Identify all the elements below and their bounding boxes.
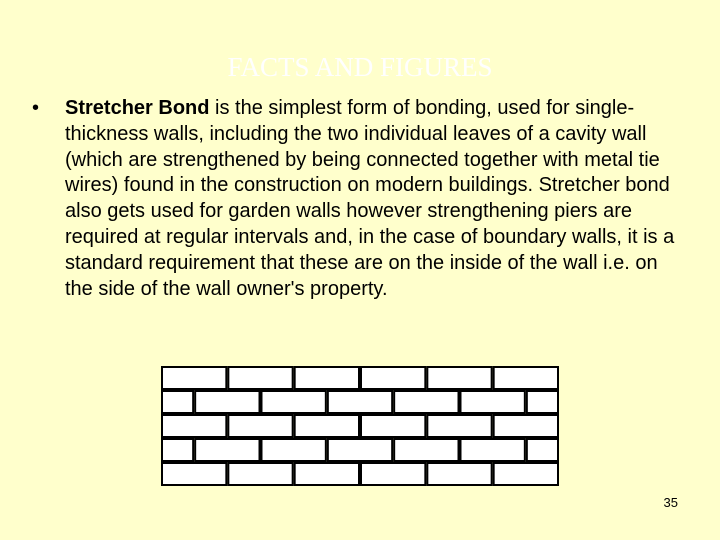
slide-title: FACTS AND FIGURES [227, 52, 493, 82]
bullet-marker: • [32, 97, 40, 119]
brick [328, 439, 392, 461]
brick-wall-stretcher-bond-icon [161, 366, 559, 486]
brick-half [527, 439, 558, 461]
brick [228, 415, 292, 437]
page-number: 35 [663, 495, 678, 510]
brick [361, 463, 425, 485]
brick-half [162, 439, 193, 461]
brick [195, 439, 259, 461]
brick [295, 463, 359, 485]
brick [162, 415, 226, 437]
brick [361, 415, 425, 437]
brick [162, 367, 226, 389]
bullet-body: is the simplest form of bonding, used for single-thickness walls, including the two individual leaves of a cavity wall (which are strengthened by being connected together with metal tie wires) found in the construction on modern buildings. Stretcher bond also gets used for garden walls however strengthening piers are required at regular intervals and, in the case of boundary walls, it is a standard requirement that these are on the inside of the wall i.e. on the side of the wall owner's property. [65, 97, 675, 300]
brick [228, 367, 292, 389]
brick [262, 391, 326, 413]
brick [427, 415, 491, 437]
brick [494, 415, 558, 437]
brick [162, 463, 226, 485]
brick [328, 391, 392, 413]
brick [461, 391, 525, 413]
bullet-item [30, 96, 690, 302]
brick [262, 439, 326, 461]
brick [361, 367, 425, 389]
brick [394, 439, 458, 461]
brick [461, 439, 525, 461]
brick [394, 391, 458, 413]
brick [295, 367, 359, 389]
bullet-text [65, 96, 685, 302]
bullet-lead: Stretcher Bond [65, 97, 210, 119]
brick [427, 367, 491, 389]
brick-wall-group [162, 367, 558, 485]
brick [228, 463, 292, 485]
brick-half [527, 391, 558, 413]
brick-half [162, 391, 193, 413]
brick [295, 415, 359, 437]
brick [195, 391, 259, 413]
brick [427, 463, 491, 485]
brick [494, 367, 558, 389]
brick [494, 463, 558, 485]
